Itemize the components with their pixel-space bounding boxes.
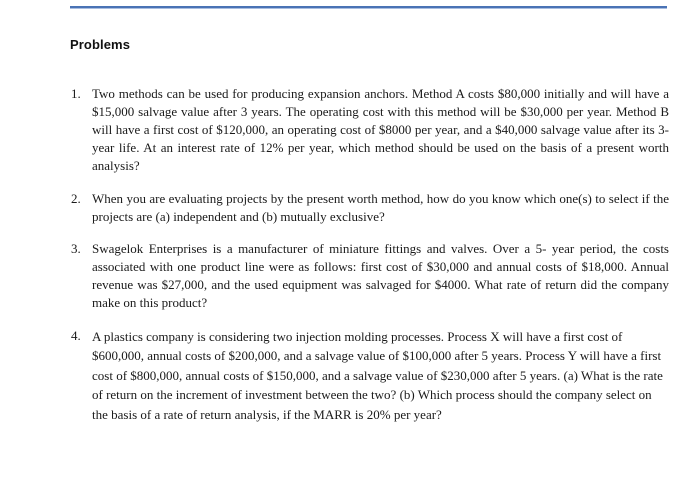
problem-item xyxy=(71,190,669,226)
section-heading: Problems xyxy=(70,37,131,52)
problem-number: 4. xyxy=(71,328,81,343)
problem-item xyxy=(71,85,669,175)
problem-text: When you are evaluating projects by the present worth method, how do you know which one(s) to select if the projects are (a) independent and (b) mutually exclusive? xyxy=(92,191,669,224)
problem-text: A plastics company is considering two injection molding processes. Process X will have a first cost of $600,000, annual costs of $200,000, and a salvage value of $100,000 after 5 years. Process Y will have a first cost of $800,000, annual costs of $150,000, and a salvage value of $230,000 after 5 years. (a) What is the rate of return on the increment of investment between the two? (b) Which process should the company select on the basis of a rate of return analysis, if the MARR is 20% per year? xyxy=(92,329,663,422)
problem-number: 2. xyxy=(71,191,81,206)
header-rule xyxy=(70,6,667,8)
problem-text: Two methods can be used for producing expansion anchors. Method A costs $80,000 initially and will have a $15,000 salvage value after 3 years. The operating cost with this method will be $30,000 per year. Method B will have a first cost of $120,000, an operating cost of $8000 per year, and a $40,000 salvage value after its 3-year life. At an interest rate of 12% per year, which method should be used on the basis of a present worth analysis? xyxy=(92,86,669,173)
problem-text: Swagelok Enterprises is a manufacturer of miniature fittings and valves. Over a 5- year period, the costs associated with one product line were as follows: first cost of $30,000 and annual costs of $18,000. Annual revenue was $27,000, and the used equipment was salvaged for $4000. What rate of return did the company make on this product? xyxy=(92,241,669,310)
problem-item xyxy=(71,240,669,312)
problem-number: 3. xyxy=(71,241,81,256)
problem-item xyxy=(71,327,669,424)
problem-number: 1. xyxy=(71,86,81,101)
